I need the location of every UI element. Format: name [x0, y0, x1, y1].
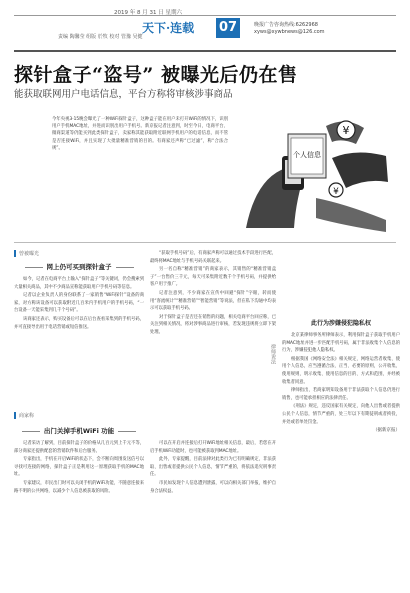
svg-text:¥: ¥: [333, 187, 339, 197]
paragraph: “获取手机号码”后，有商家声称可以通过技术手段进行匹配，最终将MAC地址与手机号码关联起来。: [150, 251, 276, 264]
article-subheadline: 能获取联网用户电话信息，平台方称将审核涉事商品: [14, 89, 233, 100]
paragraph: 记者采访了解到，目前探针盒子的价格从几百元到上千元不等，部分商家还提供配套的营销软件和后台服务。: [14, 441, 144, 454]
source-credit: （据新京报）: [373, 428, 400, 434]
paragraph: 《刑法》规定，违反国家有关规定，向他人出售或者提供公民个人信息，情节严重的，处三年以下有期徒刑或者拘役，并处或者单处罚金。: [282, 404, 400, 425]
contact-email: xyws@xywbnews@126.com: [254, 29, 325, 35]
middle-column-bottom: [150, 440, 276, 496]
paragraph: 如今，记者在电商平台上输入“探针盒子”等关键词，仍会搜索到大量相关商品，其中不少商品宣称能获取用户手机号码等信息。: [14, 277, 144, 290]
yen-hands-illustration: [316, 121, 388, 232]
sidebar-label: 律师说法: [270, 344, 276, 364]
paragraph: 对于探针盒子是否还在销售的问题，相关电商平台回应称，已关注到相关情况，将对涉事商品进行审核，若发现违规将立即下架处理。: [150, 314, 276, 335]
sidebar-body: [282, 332, 400, 435]
left-column-top: [14, 276, 144, 332]
section-title-1: 网上仍可买到探针盒子: [14, 262, 144, 271]
ad-hotline: 晚报广告咨询热线:6262968: [254, 22, 318, 28]
paragraph: 记者以企业负责人的身份联系了一家销售“WiFi探针”设备的商家，对方称该设备可以获取附近几百米内手机用户的手机号码，“一台设备一天能采集到几千个号码”。: [14, 293, 144, 314]
section-tag-2: 商家称: [14, 412, 34, 419]
left-column-bottom: [14, 440, 144, 496]
article-lead: 今年央视3·15晚会曝光了一种WiFi探针盒子，这种盒子能在用户未打开WiFi的情况下，识别用户手机MAC地址，并进而识别出用户手机号。新京报记者注意到，时至今日，电商平台、微商渠道等仍能买到此类探针盒子，卖家称其能获取附近联网手机用户的电话信息，而不管是否连接WiFi，并且实现了大批量精准营销的目的。有商家还声称“已过滤”，称“合法合规”。: [52, 117, 228, 151]
sidebar-box: [270, 318, 400, 580]
paragraph: 可以在开启并连接后打开WiFi地址相关信息，最后，若您在开启手机WiFi功能时，也可能被获取到MAC地址。: [150, 441, 276, 454]
page-number: 07: [216, 18, 240, 38]
svg-text:¥: ¥: [342, 124, 350, 137]
article-headline: 探针盒子“盗号” 被曝光后仍在售: [14, 64, 298, 86]
date-line: 2019 年 8 月 31 日 星期六: [114, 10, 182, 16]
sidebar-title: 此行为涉嫌侵犯隐私权: [310, 320, 371, 327]
paragraph: 律师指出，若商家明知设备用于非法获取个人信息仍进行销售，也可能承担相应的法律责任。: [282, 388, 400, 401]
section-title-2: 出门关掉手机WiFi 功能: [14, 426, 144, 435]
top-strip: [14, 8, 396, 16]
illustration: [236, 108, 398, 236]
divider-1: [14, 242, 396, 243]
paragraph: 记者注意到，不少商家在宣传中回避“探针”字眼，转而使用“客流统计”“精准营销”“智能营销”等说法，但在私下沟通中均表示可以获取手机号码。: [150, 290, 276, 312]
paragraph: 另一名自称“精准营销”的商家表示，其销售的“精准营销盒子”一台售价三千元，每天可采集附近数千个手机号码，并提供给客户用于推广。: [150, 267, 276, 288]
folder-illustration: [288, 134, 326, 178]
masthead: [14, 17, 396, 41]
paragraph: 该商家还表示，购买设备后可以在后台查看采集到的手机号码，并可直接导出用于电话营销或短信推送。: [14, 316, 144, 330]
paragraph: 北京某律师事务所律师表示，利用探针盒子获取手机用户的MAC地址并进一步匹配手机号码，属于非法收集个人信息的行为，涉嫌侵犯他人隐私权。: [282, 333, 400, 354]
paragraph: 专家建议，市民出门时可以关闭手机的WiFi功能，不随意连接来路不明的公共网络，以减少个人信息被获取的风险。: [14, 480, 144, 494]
header-rule: [14, 50, 396, 52]
middle-column: [150, 250, 276, 338]
illustration-label: 个人信息: [293, 151, 321, 159]
section-tag-1: 曾被曝光: [14, 250, 39, 257]
editor-credits: 责编 陶馨莹 组版 於牧 校对 管豫 吴健: [58, 34, 143, 40]
section-name: 天下·连载: [142, 21, 195, 35]
paragraph: 根据我国《网络安全法》相关规定，网络运营者收集、使用个人信息，应当遵循合法、正当、必要的原则，公开收集、使用规则，明示收集、使用信息的目的、方式和范围，并经被收集者同意。: [282, 356, 400, 385]
paragraph: 市民如发现个人信息遭到泄露，可以向相关部门举报，维护自身合法权益。: [150, 480, 276, 494]
paragraph: 此外，专家提醒，目前法律对此类行为已有明确规定，非法获取、出售或者提供公民个人信息，情节严重的，将依法追究刑事责任。: [150, 457, 276, 478]
paragraph: 专家指出，手机在开启WiFi的状态下，会不断向周围发送信号以寻找可连接的网络，探针盒子正是利用这一原理获取手机的MAC地址。: [14, 457, 144, 478]
